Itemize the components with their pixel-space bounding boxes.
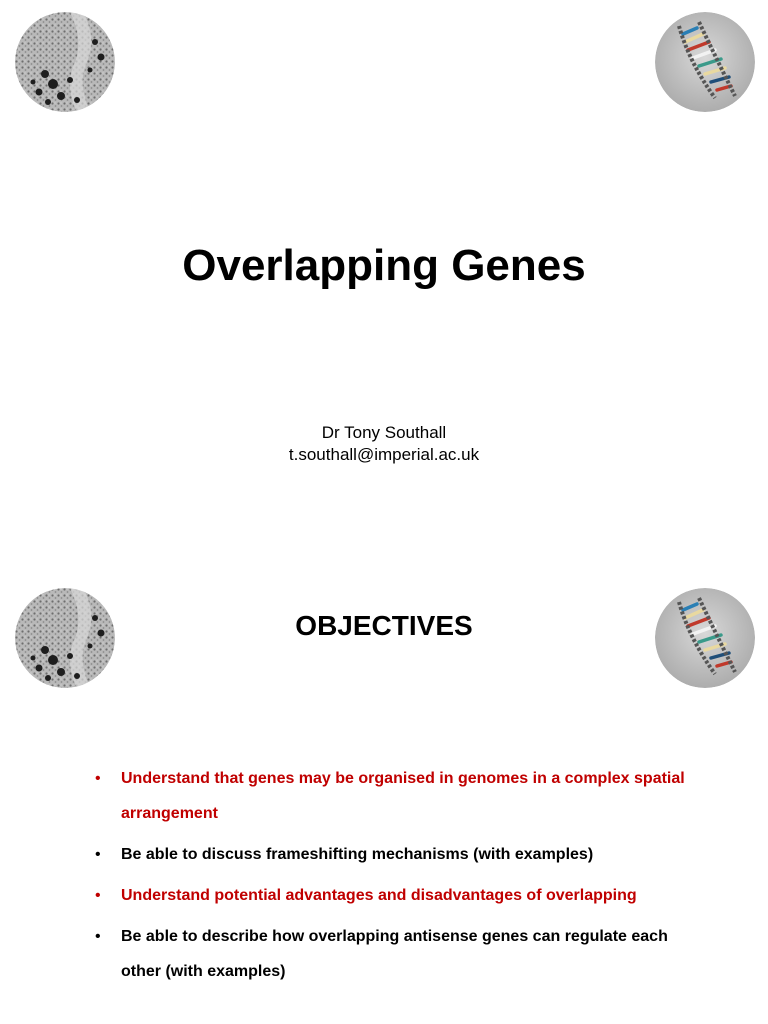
author-email[interactable]: t.southall@imperial.ac.uk xyxy=(288,445,480,464)
objective-text: Be able to describe how overlapping antisense genes can regulate each other (with examples) xyxy=(121,928,668,980)
bullet-icon: • xyxy=(95,887,101,904)
objectives-list xyxy=(95,761,695,995)
objectives-slide xyxy=(0,576,768,1024)
dna-helix-icon xyxy=(655,12,755,112)
objective-text: Understand potential advantages and disadvantages of overlapping xyxy=(121,887,637,904)
objective-text: Understand that genes may be organised in genomes in a complex spatial arrangement xyxy=(121,770,685,822)
objectives-heading: OBJECTIVES xyxy=(295,610,473,641)
page-title: Overlapping Genes xyxy=(182,241,586,290)
bullet-icon: • xyxy=(95,770,101,787)
author-block xyxy=(0,422,768,466)
objective-item xyxy=(95,761,695,831)
bullet-icon: • xyxy=(95,846,101,863)
bullet-icon: • xyxy=(95,928,101,945)
objective-item xyxy=(95,919,695,989)
chromatin-micrograph-icon xyxy=(15,12,115,112)
objective-item xyxy=(95,878,695,913)
objective-text: Be able to discuss frameshifting mechanisms (with examples) xyxy=(121,846,594,863)
objective-item xyxy=(95,837,695,872)
author-name: Dr Tony Southall xyxy=(321,423,447,442)
